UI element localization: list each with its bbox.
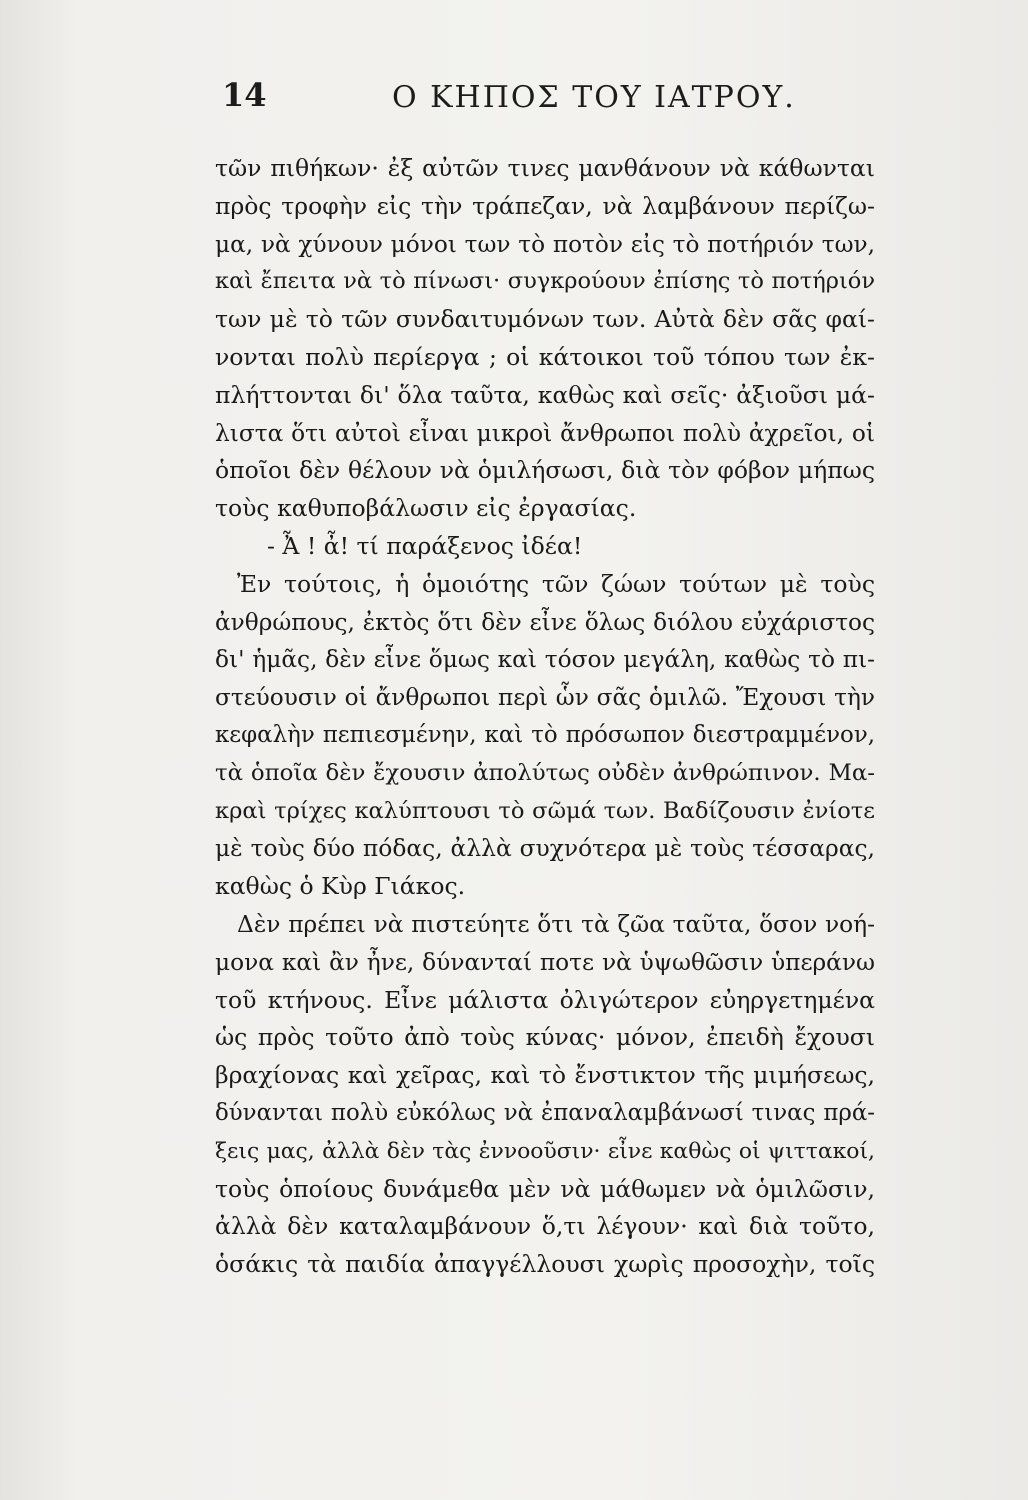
- text-line: πλήττονται δι' ὅλα ταῦτα, καθὼς καὶ σεῖς· ἀξιοῦσι μά-: [215, 380, 875, 409]
- text-line: μονα καὶ ἂν ἦνε, δύνανταί ποτε νὰ ὑψωθῶσιν ὑπεράνω: [215, 948, 875, 976]
- text-line: ξεις μας, ἀλλὰ δὲν τὰς ἐννοοῦσιν· εἶνε καθὼς οἱ ψιττακοί,: [215, 1138, 875, 1164]
- text-line: ἀλλὰ δὲν καταλαμβάνουν ὅ,τι λέγουν· καὶ διὰ τοῦτο,: [215, 1212, 875, 1241]
- text-line: νονται πολὺ περίεργα ; οἱ κάτοικοι τοῦ τόπου των ἐκ-: [215, 342, 875, 371]
- text-line: τοὺς ὁποίους δυνάμεθα μὲν νὰ μάθωμεν νὰ ὁμιλῶσιν,: [215, 1174, 875, 1203]
- text-line: ὡς πρὸς τοῦτο ἀπὸ τοὺς κύνας· μόνον, ἐπειδὴ ἔχουσι: [215, 1023, 875, 1052]
- text-line: κεφαλὴν πεπιεσμένην, καὶ τὸ πρόσωπον διεστραμμένον,: [215, 721, 875, 748]
- text-line: στεύουσιν οἱ ἄνθρωποι περὶ ὧν σᾶς ὁμιλῶ. Ἔχουσι τὴν: [215, 684, 875, 712]
- page-header: [0, 76, 1028, 126]
- text-line: δύνανται πολὺ εὐκόλως νὰ ἐπαναλαμβάνωσί τινας πρά-: [215, 1099, 875, 1126]
- body-text: [215, 150, 875, 1284]
- text-line: πρὸς τροφὴν εἰς τὴν τράπεζαν, νὰ λαμβάνουν περίζω-: [215, 191, 875, 220]
- text-line: μὲ τοὺς δύο πόδας, ἀλλὰ συχνότερα μὲ τοὺς τέσσαρας,: [215, 834, 875, 863]
- text-line: τῶν πιθήκων· ἐξ αὐτῶν τινες μανθάνουν νὰ κάθωνται: [215, 154, 875, 182]
- text-line: τοῦ κτήνους. Εἶνε μάλιστα ὀλιγώτερον εὐηργετημένα: [215, 985, 875, 1014]
- text-line: καθὼς ὁ Κὺρ Γιάκος.: [215, 872, 466, 901]
- text-line: τὰ ὁποῖα δὲν ἔχουσιν ἀπολύτως οὐδὲν ἀνθρώπινον. Μα-: [215, 759, 875, 786]
- text-line: Δὲν πρέπει νὰ πιστεύητε ὅτι τὰ ζῶα ταῦτα, ὅσον νοή-: [237, 910, 875, 938]
- text-line: ὁσάκις τὰ παιδία ἀπαγγέλλουσι χωρὶς προσοχὴν, τοῖς: [215, 1250, 875, 1279]
- page-number: 14: [222, 76, 267, 114]
- text-line: βραχίονας καὶ χεῖρας, καὶ τὸ ἔνστικτον τῆς μιμήσεως,: [215, 1061, 875, 1090]
- text-line: - Ἆ ! ἆ! τί παράξενος ἰδέα!: [267, 531, 583, 560]
- text-line: ὁποῖοι δὲν θέλουν νὰ ὁμιλήσωσι, διὰ τὸν φόβον μήπως: [215, 456, 875, 485]
- text-line: ἀνθρώπους, ἐκτὸς ὅτι δὲν εἶνε ὅλως διόλου εὐχάριστος: [215, 608, 875, 636]
- running-title: Ο ΚΗΠΟΣ ΤΟΥ ΙΑΤΡΟΥ.: [392, 80, 796, 115]
- text-line: λιστα ὅτι αὐτοὶ εἶναι μικροὶ ἄνθρωποι πολὺ ἀχρεῖοι, οἱ: [215, 419, 875, 447]
- text-line: τοὺς καθυποβάλωσιν εἰς ἐργασίας.: [215, 494, 637, 523]
- text-line: μα, νὰ χύνουν μόνοι των τὸ ποτὸν εἰς τὸ ποτήριόν των,: [215, 230, 875, 258]
- text-line: δι' ἡμᾶς, δὲν εἶνε ὅμως καὶ τόσον μεγάλη, καθὼς τὸ πι-: [215, 646, 875, 674]
- text-line: των μὲ τὸ τῶν συνδαιτυμόνων των. Αὐτὰ δὲν σᾶς φαί-: [215, 305, 875, 334]
- text-line: Ἐν τούτοις, ἡ ὁμοιότης τῶν ζώων τούτων μὲ τοὺς: [237, 569, 875, 598]
- text-line: καὶ ἔπειτα νὰ τὸ πίνωσι· συγκρούουν ἐπίσης τὸ ποτήριόν: [215, 268, 875, 295]
- text-line: κραὶ τρίχες καλύπτουσι τὸ σῶμά των. Βαδίζουσιν ἐνίοτε: [215, 797, 875, 824]
